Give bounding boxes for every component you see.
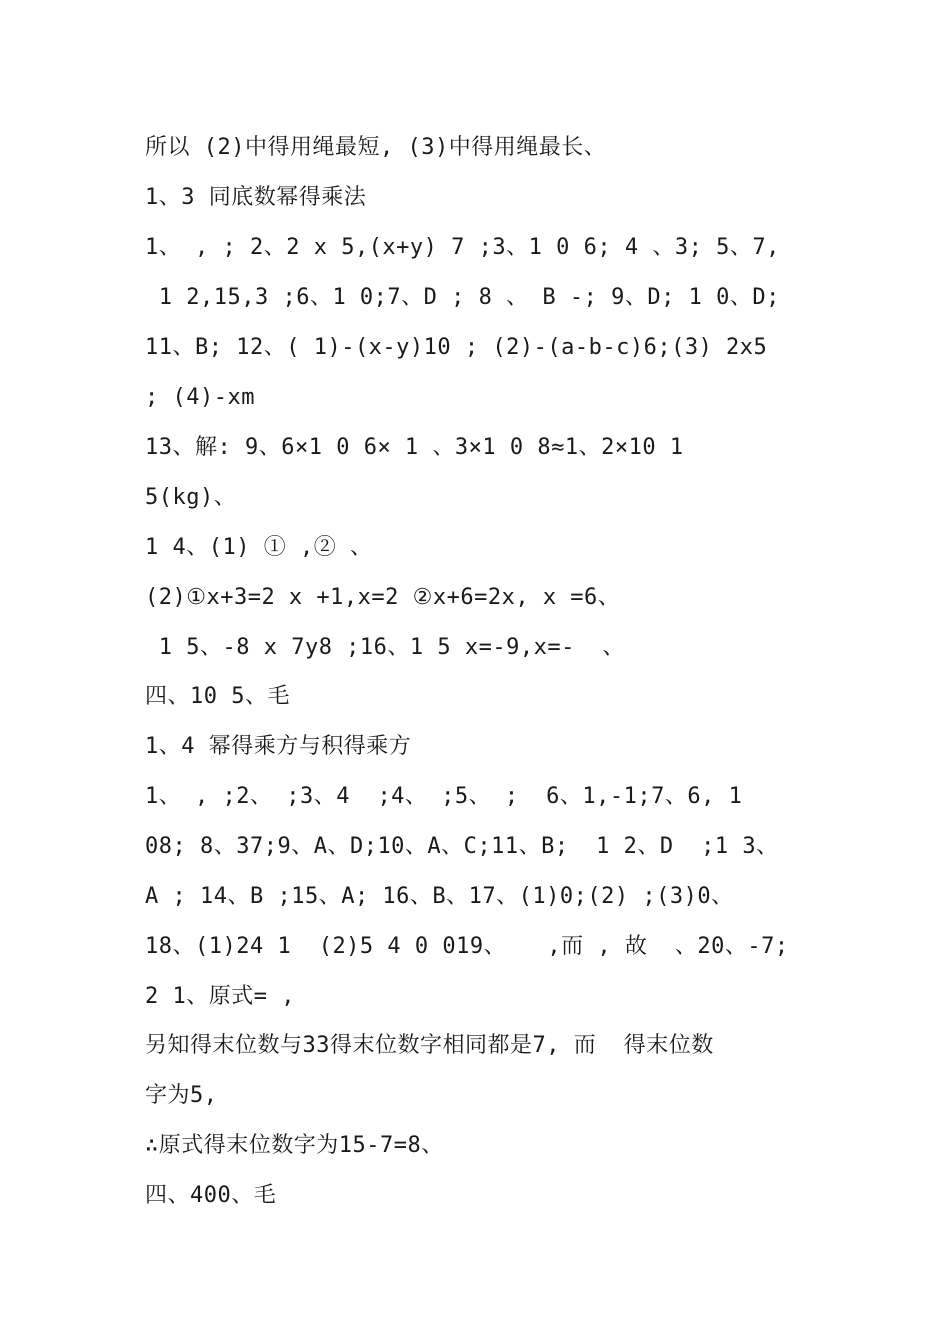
text-line: 18、(1)24 1 (2)5 4 0 019、 ,而 , 故 、20、-7; (145, 934, 789, 959)
text-line: 另知得末位数与33得末位数字相同都是7, 而 得末位数 (145, 1033, 714, 1058)
text-line: 1、3 同底数幂得乘法 (145, 185, 367, 210)
text-line: 四、400、毛 (145, 1183, 277, 1208)
text-line: 1 4、(1) ① ,② 、 (145, 535, 373, 560)
text-line: 字为5, (145, 1083, 218, 1108)
text-line: 13、解: 9、6×1 0 6× 1 、3×1 0 8≈1、2×10 1 (145, 435, 684, 460)
text-line: 1、 , ;2、 ;3、4 ;4、 ;5、 ; 6、1,-1;7、6, 1 (145, 784, 743, 809)
text-line: 所以 (2)中得用绳最短, (3)中得用绳最长、 (145, 135, 607, 160)
text-line: 1 2,15,3 ;6、1 0;7、D ; 8 、 B -; 9、D; 1 0、D; (145, 285, 780, 310)
text-line: (2)①x+3=2 x +1,x=2 ②x+6=2x, x =6、 (145, 585, 621, 610)
text-line: 1、 , ; 2、2 x 5,(x+y) 7 ;3、1 0 6; 4 、3; 5、7, (145, 235, 780, 260)
text-line: 1 5、-8 x 7y8 ;16、1 5 x=-9,x=- 、 (145, 635, 625, 660)
text-line: 5(kg)、 (145, 485, 237, 510)
text-line: 1、4 幂得乘方与积得乘方 (145, 734, 412, 759)
text-line: A ; 14、B ;15、A; 16、B、17、(1)0;(2) ;(3)0、 (145, 884, 734, 909)
text-line: 四、10 5、毛 (145, 684, 290, 709)
text-line: 2 1、原式= , (145, 984, 295, 1009)
text-line: 08; 8、37;9、A、D;10、A、C;11、B; 1 2、D ;1 3、 (145, 834, 779, 859)
text-line: ∴原式得末位数字为15-7=8、 (145, 1133, 444, 1158)
text-line: 11、B; 12、( 1)-(x-y)10 ; (2)-(a-b-c)6;(3) 2x5 (145, 335, 768, 360)
text-line: ; (4)-xm (145, 385, 255, 410)
